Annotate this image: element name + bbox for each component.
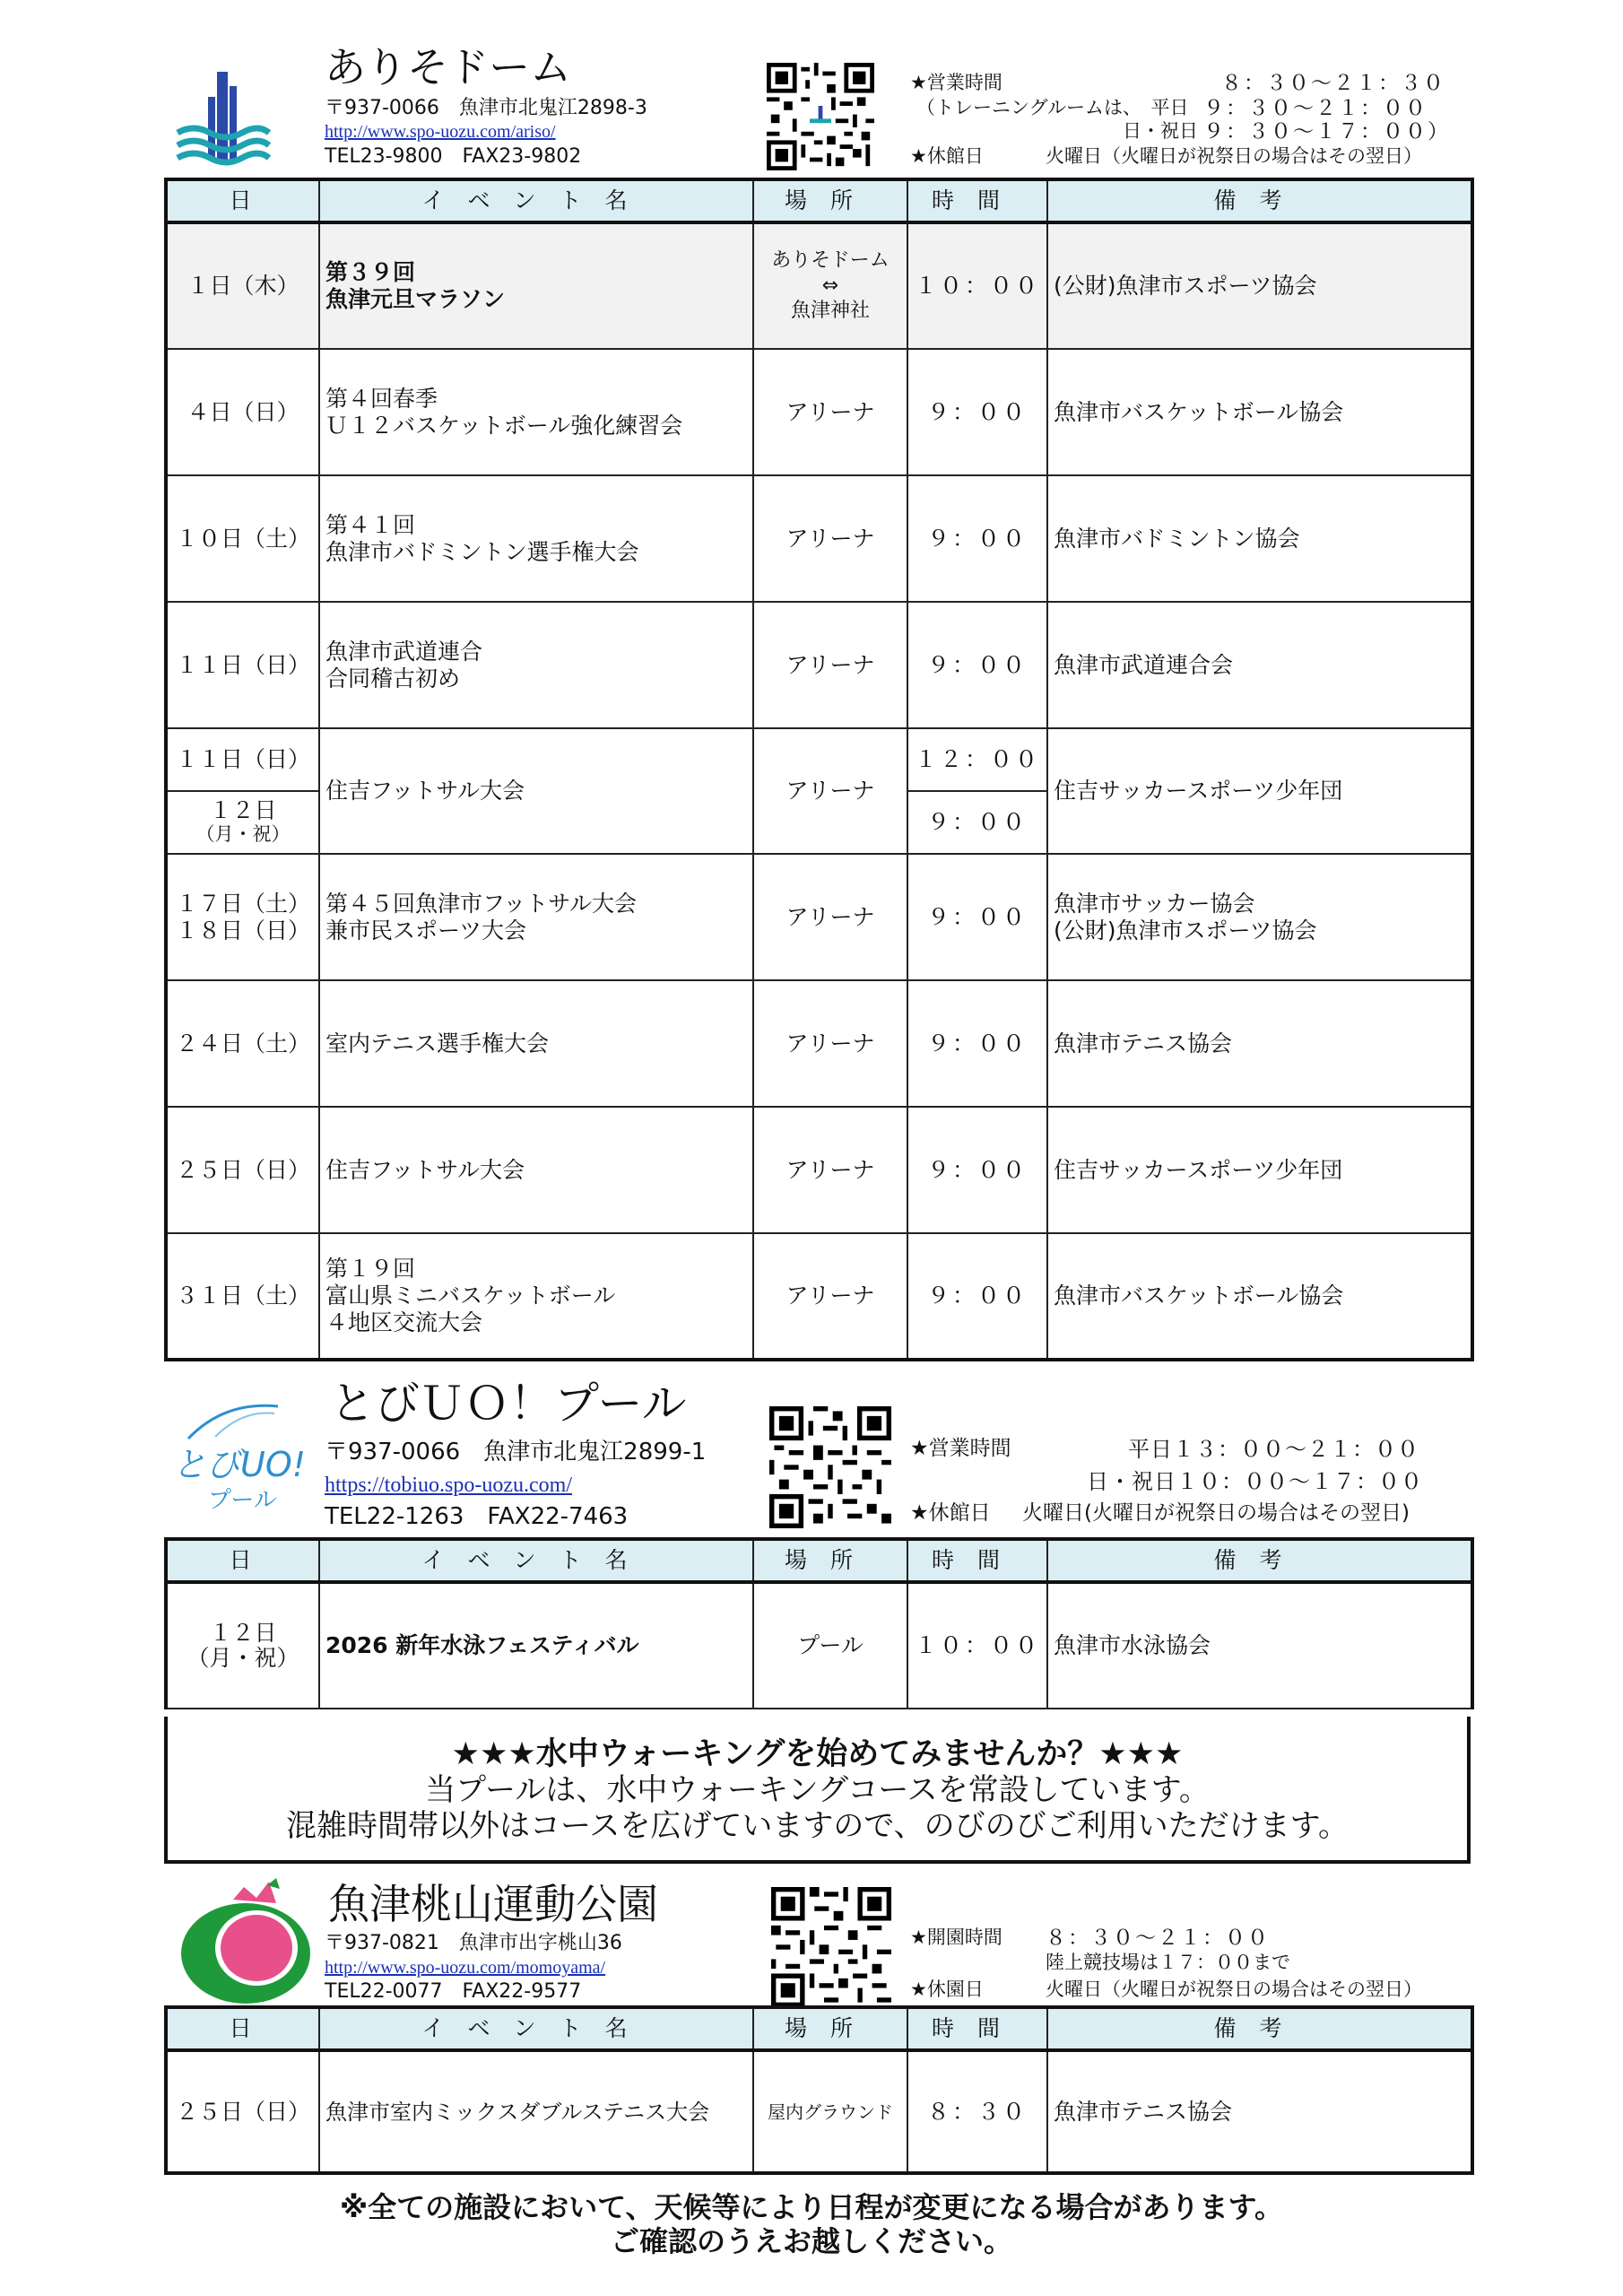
- footnote-line: ご確認のうえお越しください。: [610, 2224, 1012, 2258]
- ariso-qr-code: [767, 63, 874, 170]
- pool-closed-label: ★休館日: [910, 1501, 991, 1525]
- header-day: 日: [166, 1539, 319, 1582]
- event-line: Ｕ１２バスケットボール強化練習会: [325, 412, 683, 439]
- event-line: 第４５回魚津市フットサル大会: [325, 890, 638, 917]
- pool-hours-weekday: 平日１３：００～２１：００: [1128, 1437, 1419, 1462]
- row-day: [166, 1582, 319, 1709]
- row-time: ９：００: [907, 791, 1047, 854]
- park-hours-label: ★開園時間: [910, 1926, 1002, 1948]
- ariso-training-weekday: ９：３０～２１：００: [1203, 97, 1428, 120]
- row-time: ９：００: [907, 475, 1047, 602]
- table-row: [166, 1582, 1472, 1709]
- row-event: [319, 602, 753, 728]
- header-time: 時間: [907, 2007, 1047, 2050]
- row-place: アリーナ: [753, 349, 907, 475]
- row-place: アリーナ: [753, 602, 907, 728]
- row-event: 室内テニス選手権大会: [319, 980, 753, 1107]
- row-event: [319, 1233, 753, 1360]
- table-row: [166, 349, 1472, 475]
- row-day: ２４日（土）: [166, 980, 319, 1107]
- note-line: 魚津市サッカー協会: [1054, 890, 1255, 917]
- row-day: １１日（日）: [166, 728, 319, 791]
- row-place: アリーナ: [753, 1233, 907, 1360]
- notice-line: 当プールは、水中ウォーキングコースを常設しています。: [425, 1772, 1210, 1808]
- header-place: 場所: [753, 2007, 907, 2050]
- footnote: [0, 2190, 1623, 2258]
- place-line: 魚津神社: [790, 300, 870, 322]
- row-place: [753, 222, 907, 349]
- row-event: [319, 349, 753, 475]
- row-day: [166, 791, 319, 854]
- row-note: 魚津市武道連合会: [1047, 602, 1472, 728]
- header-day: 日: [166, 179, 319, 222]
- park-schedule-table: [164, 2005, 1474, 2175]
- table-row: [166, 475, 1472, 602]
- pool-tel: TEL22-1263 FAX22-7463: [325, 1503, 629, 1530]
- header-note: 備考: [1047, 1539, 1472, 1582]
- ariso-name: ありそドーム: [325, 43, 572, 91]
- pool-hours-label: ★営業時間: [910, 1437, 1011, 1460]
- pool-closed-value: 火曜日(火曜日が祝祭日の場合はその翌日): [1022, 1501, 1410, 1525]
- row-day: [166, 854, 319, 980]
- header-place: 場所: [753, 179, 907, 222]
- header-time: 時間: [907, 179, 1047, 222]
- row-day: ２５日（日）: [166, 2050, 319, 2173]
- park-logo: [179, 1876, 312, 2005]
- day-line: １８日（日）: [175, 917, 310, 944]
- event-line: 富山県ミニバスケットボール: [325, 1283, 616, 1309]
- row-time: ８：３０: [907, 2050, 1047, 2173]
- day-line: １７日（土）: [175, 890, 310, 917]
- note-line: (公財)魚津市スポーツ協会: [1054, 917, 1317, 944]
- event-line: 合同稽古初め: [325, 665, 461, 691]
- ariso-url-link[interactable]: http://www.spo-uozu.com/ariso/: [325, 122, 556, 142]
- row-note: 魚津市バスケットボール協会: [1047, 1233, 1472, 1360]
- row-place: アリーナ: [753, 980, 907, 1107]
- event-line: 第３９回: [325, 259, 416, 285]
- table-row: [166, 222, 1472, 349]
- row-event: [319, 854, 753, 980]
- row-time: １０：００: [907, 222, 1047, 349]
- ariso-training-holiday-label: 日・祝日: [1123, 120, 1198, 142]
- park-name: 魚津桃山運動公園: [328, 1880, 658, 1928]
- row-note: 魚津市テニス協会: [1047, 2050, 1472, 2173]
- row-day: ４日（日）: [166, 349, 319, 475]
- table-row: [166, 602, 1472, 728]
- table-row: [166, 1107, 1472, 1233]
- pool-logo-text1: とびUO!: [172, 1445, 306, 1484]
- table-header-row: [166, 179, 1472, 222]
- park-url-link[interactable]: http://www.spo-uozu.com/momoyama/: [325, 1958, 606, 1978]
- pool-url-link[interactable]: https://tobiuo.spo-uozu.com/: [325, 1474, 572, 1497]
- pool-hours-holiday: 日・祝日１０：００～１７：００: [1087, 1469, 1423, 1494]
- row-time: １２：００: [907, 728, 1047, 791]
- row-event: [319, 475, 753, 602]
- row-day: １１日（日）: [166, 602, 319, 728]
- row-time: ９：００: [907, 980, 1047, 1107]
- ariso-hours-main: ８：３０～２１：３０: [1221, 72, 1445, 95]
- pool-qr-code: [769, 1406, 891, 1528]
- ariso-training-label: （トレーニングルームは、 平日: [916, 97, 1189, 118]
- table-row: [166, 1233, 1472, 1360]
- row-event: 住吉フットサル大会: [319, 728, 753, 854]
- event-line: 第４回春季: [325, 385, 438, 412]
- park-closed-value: 火曜日（火曜日が祝祭日の場合はその翌日）: [1046, 1979, 1422, 2000]
- event-line: 第４１回: [325, 511, 416, 538]
- row-time: ９：００: [907, 854, 1047, 980]
- row-place: アリーナ: [753, 728, 907, 854]
- table-header-row: [166, 2007, 1472, 2050]
- day-line: （月・祝）: [195, 823, 291, 845]
- header-note: 備考: [1047, 2007, 1472, 2050]
- row-note: 魚津市バドミントン協会: [1047, 475, 1472, 602]
- ariso-closed-label: ★休館日: [910, 145, 984, 167]
- ariso-tel: TEL23-9800 FAX23-9802: [325, 145, 582, 168]
- row-time: ９：００: [907, 349, 1047, 475]
- row-note: (公財)魚津市スポーツ協会: [1047, 222, 1472, 349]
- pool-postal: 〒937-0066 魚津市北鬼江2899-1: [325, 1439, 707, 1465]
- header-place: 場所: [753, 1539, 907, 1582]
- table-row: [166, 854, 1472, 980]
- day-line: １２日: [209, 797, 277, 823]
- row-day: ２５日（日）: [166, 1107, 319, 1233]
- row-place: 屋内グラウンド: [753, 2050, 907, 2173]
- pool-name: とびＵＯ！プール: [330, 1378, 687, 1430]
- row-day: [166, 222, 319, 349]
- ariso-closed-value: 火曜日（火曜日が祝祭日の場合はその翌日）: [1046, 145, 1422, 167]
- row-day: ３１日（土）: [166, 1233, 319, 1360]
- event-line: 第１９回: [325, 1256, 416, 1282]
- place-line: ありそドーム: [771, 249, 890, 272]
- row-event: 魚津市室内ミックスダブルステニス大会: [319, 2050, 753, 2173]
- ariso-training-holiday: ９：３０～１７：００）: [1203, 120, 1450, 144]
- splash-icon: [170, 1397, 314, 1442]
- event-line: 兼市民スポーツ大会: [325, 917, 527, 944]
- row-note: [1047, 854, 1472, 980]
- row-event: [319, 222, 753, 349]
- row-note: 魚津市テニス協会: [1047, 980, 1472, 1107]
- row-day: １０日（土）: [166, 475, 319, 602]
- table-row: [166, 728, 1472, 791]
- park-hours-note: 陸上競技場は１７：００まで: [1046, 1952, 1290, 1973]
- pool-notice: [164, 1717, 1471, 1864]
- row-event: 住吉フットサル大会: [319, 1107, 753, 1233]
- row-note: 住吉サッカースポーツ少年団: [1047, 728, 1472, 854]
- row-note: 魚津市バスケットボール協会: [1047, 349, 1472, 475]
- row-event: 2026 新年水泳フェスティバル: [319, 1582, 753, 1709]
- row-time: ９：００: [907, 602, 1047, 728]
- row-note: 魚津市水泳協会: [1047, 1582, 1472, 1709]
- row-place: アリーナ: [753, 854, 907, 980]
- footnote-line: ※全ての施設において、天候等により日程が変更になる場合があります。: [340, 2190, 1283, 2224]
- day-line: （月・祝）: [187, 1645, 299, 1671]
- table-row: [166, 2050, 1472, 2173]
- header-note: 備考: [1047, 179, 1472, 222]
- row-time: １０：００: [907, 1582, 1047, 1709]
- header-event: イベント名: [319, 1539, 753, 1582]
- ariso-schedule-table: [164, 178, 1474, 1361]
- day-text: １日（木）: [187, 273, 299, 299]
- park-tel: TEL22-0077 FAX22-9577: [325, 1980, 582, 2003]
- pool-logo: [170, 1397, 314, 1514]
- pool-logo-text2: プール: [208, 1487, 277, 1514]
- place-line: ⇔: [821, 274, 839, 297]
- pool-schedule-table: [164, 1537, 1474, 1709]
- event-line: 魚津市武道連合: [325, 638, 483, 665]
- day-line: １２日: [209, 1620, 277, 1646]
- event-line: ４地区交流大会: [325, 1309, 483, 1335]
- header-event: イベント名: [319, 2007, 753, 2050]
- notice-line: 混雑時間帯以外はコースを広げていますので、のびのびご利用いただけます。: [286, 1808, 1349, 1844]
- event-line: 魚津市バドミントン選手権大会: [325, 538, 639, 565]
- row-place: アリーナ: [753, 1107, 907, 1233]
- row-place: プール: [753, 1582, 907, 1709]
- table-row: [166, 980, 1472, 1107]
- header-event: イベント名: [319, 179, 753, 222]
- header-day: 日: [166, 2007, 319, 2050]
- ariso-dome-logo: [176, 70, 271, 170]
- event-line: 魚津元旦マラソン: [325, 286, 506, 312]
- park-qr-code: [771, 1887, 891, 2007]
- row-time: ９：００: [907, 1107, 1047, 1233]
- park-postal: 〒937-0821 魚津市出字桃山36: [325, 1932, 622, 1954]
- row-note: 住吉サッカースポーツ少年団: [1047, 1107, 1472, 1233]
- park-closed-label: ★休園日: [910, 1979, 984, 2000]
- notice-title: ★★★水中ウォーキングを始めてみませんか？★★★: [451, 1736, 1184, 1772]
- header-time: 時間: [907, 1539, 1047, 1582]
- row-time: ９：００: [907, 1233, 1047, 1360]
- table-header-row: [166, 1539, 1472, 1582]
- ariso-postal: 〒937-0066 魚津市北鬼江2898-3: [325, 97, 647, 119]
- park-hours-value: ８：３０～２１：００: [1046, 1926, 1270, 1950]
- row-place: アリーナ: [753, 475, 907, 602]
- ariso-hours-label: ★営業時間: [910, 72, 1002, 93]
